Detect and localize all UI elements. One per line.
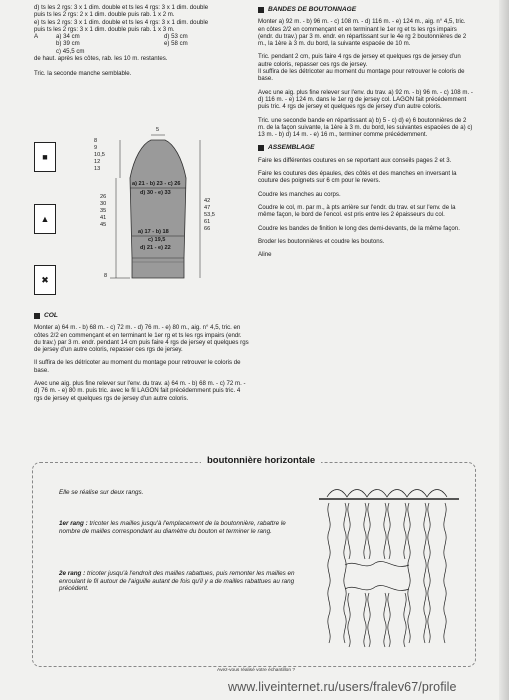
- total-height-label: 42: [204, 198, 211, 204]
- size-value: [164, 48, 234, 55]
- buttonhole-title: boutonnière horizontale: [201, 455, 321, 466]
- upper-width-label: a) 21 - b) 23 - c) 26: [132, 181, 181, 187]
- row2-label: 2e rang :: [59, 570, 86, 577]
- decrease-line: e) ts les 2 rgs: 3 x 1 dim. double et ts les 4 rgs: 3 x 1 dim. double: [34, 18, 209, 26]
- section-square-icon: [258, 145, 264, 151]
- sleeve-height-label: 26: [100, 194, 107, 200]
- size-value: b) 39 cm: [56, 40, 80, 48]
- row1-instruction: [59, 520, 295, 535]
- band-heading: [258, 6, 474, 13]
- buttonhole-intro: Elle se réalise sur deux rangs.: [59, 489, 144, 496]
- total-height-label: 61: [204, 219, 211, 225]
- sleeve-decrease-instructions: [34, 4, 250, 33]
- size-label: [34, 40, 56, 47]
- decrease-line: puis ts les 2 rgs: 2 x 1 dim. double puis rab. 1 x 2 m.: [34, 11, 175, 19]
- size-label: A: [34, 33, 39, 41]
- triangle-symbol-icon: ▲: [40, 214, 50, 224]
- signature: Aline: [258, 251, 272, 259]
- size-value: e) 58 cm: [164, 40, 188, 48]
- size-value: a) 34 cm: [56, 33, 80, 41]
- knitting-illustration: [319, 483, 459, 651]
- assembly-paragraph: Faire les coutures des épaules, des côtés et des manches en inversant la couture des poignets sur 6 cm pour le revers.: [258, 170, 457, 185]
- page-binding-shadow: [499, 0, 509, 700]
- assembly-paragraph: Coudre les bandes de finition le long des demi-devants, de la même façon.: [258, 224, 460, 232]
- size-table: [34, 33, 250, 55]
- col-paragraph: Monter a) 64 m. - b) 68 m. - c) 72 m. - d) 76 m. - e) 80 m., aig. n° 4,5, tric. en côtes 2/2 en commençant et en terminant le 1er rg et ts les rgs impairs (endr. du trav.) par 3 m. endr. pendant 14 cm puis faire 4 rgs de jersey et quelques rgs de jersey d'un autre coloris, repasser ces rgs de jersey.: [34, 324, 249, 354]
- col-section: [34, 310, 250, 408]
- cap-label: 10,5: [94, 152, 105, 158]
- decrease-line: puis ts les 2 rgs: 3 x 1 dim. double puis rab. 1 x 3 m.: [34, 25, 175, 33]
- square-symbol-icon: ■: [42, 152, 48, 162]
- cuff-label: 8: [104, 273, 108, 279]
- footer-note: Avez-vous réalisé votre échantillon ?: [216, 668, 296, 673]
- size-value: c) 45,5 cm: [56, 47, 85, 55]
- sleeve-height-label: 45: [100, 222, 107, 228]
- lower-width-label: d) 21 - e) 22: [140, 245, 171, 251]
- cap-label: 8: [94, 138, 98, 144]
- total-height-label: 53,5: [204, 212, 215, 218]
- buttonhole-box: [32, 455, 476, 667]
- watermark-url[interactable]: www.liveinternet.ru/users/fralev67/profile: [228, 680, 457, 694]
- size-value: d) 53 cm: [164, 33, 188, 41]
- assembly-title: ASSEMBLAGE: [268, 144, 315, 152]
- second-sleeve-note: Tric. la seconde manche semblable.: [34, 70, 132, 78]
- height-note: de haut. après les côtes, rab. les 10 m. restantes.: [34, 55, 168, 63]
- section-square-icon: [258, 7, 264, 13]
- lower-width-label: c) 19,5: [148, 237, 166, 243]
- upper-width-label: d) 30 - e) 33: [140, 190, 171, 196]
- row2-text: tricoter jusqu'à l'endroit des mailles rabattues, puis remonter les mailles en enroulant le fil autour de l'aiguille autant de fois qu'il y a de mailles rabattues au rang précédent.: [59, 570, 295, 593]
- top-width-label: 5: [156, 127, 160, 133]
- assembly-heading: [258, 144, 474, 151]
- sleeve-shape: [34, 126, 250, 296]
- cap-label: 9: [94, 145, 98, 151]
- band-paragraph: Tric. une seconde bande en répartissant a) b) 5 - c) d) e) 6 boutonnières de 2 m. de la façon suivante, la 1ère à 3 m. du bord, les suivantes espacées de a) c) 13 m. - b) d) 14 m. - e) 16 m., terminer comme précédemment.: [258, 116, 473, 139]
- left-column: [34, 4, 250, 84]
- col-title: COL: [44, 312, 58, 319]
- col-heading: [34, 312, 250, 319]
- size-label: [34, 48, 56, 55]
- assembly-paragraph: Broder les boutonnières et coudre les boutons.: [258, 237, 385, 245]
- right-column: [258, 4, 474, 264]
- band-paragraph: Avec une aig. plus fine relever sur l'env. du trav. a) 92 m. - b) 96 m. - c) 108 m. - d) 116 m. - e) 124 m. dans le 1er rg de jersey col. LAGON fait précédemment puis tric. 4 rgs de jersey et quelques rgs de jersey d'un autre coloris.: [258, 88, 473, 111]
- row1-label: 1er rang :: [59, 520, 88, 527]
- decrease-line: d) ts les 2 rgs: 3 x 1 dim. double et ts les 4 rgs: 3 x 1 dim. double: [34, 4, 209, 11]
- cap-label: 13: [94, 166, 101, 172]
- lower-width-label: a) 17 - b) 18: [138, 229, 169, 235]
- sleeve-height-label: 41: [100, 215, 107, 221]
- triangle-symbol-box: [34, 204, 56, 234]
- assembly-paragraph: Faire les différentes coutures en se reportant aux conseils pages 2 et 3.: [258, 156, 452, 164]
- cross-symbol-box: [34, 265, 56, 295]
- sleeve-diagram: [34, 126, 250, 296]
- band-paragraph: Monter a) 92 m. - b) 96 m. - c) 108 m. - d) 116 m. - e) 124 m., aig. n° 4,5, tric. en côtes 2/2 en commençant et en terminant le 1er rg et ts les rgs impairs (endr. du trav.) par 3 m. endr. en répartissant sur le 4e rg 2 boutonnières de 2 m., la 1ère à 3 m. du bord, la suivante espacée de 10 m.: [258, 18, 467, 48]
- sleeve-height-label: 30: [100, 201, 107, 207]
- assembly-paragraph: Coudre le col, m. par m., à pts arrière sur l'endr. du trav. et sur l'env. de la même façon, le bord de l'encol. est pris entre les 2 épaisseurs du col.: [258, 203, 456, 219]
- col-paragraph: Il suffira de les détricoter au moment du montage pour retrouver le coloris de base.: [34, 359, 241, 374]
- row2-instruction: [59, 570, 295, 593]
- band-paragraph: Tric. pendant 2 cm, puis faire 4 rgs de jersey et quelques rgs de jersey d'un autre coloris, repasser ces rgs de jersey.: [258, 53, 461, 68]
- band-title: BANDES DE BOUTONNAGE: [268, 6, 357, 13]
- col-paragraph: Avec une aig. plus fine relever sur l'env. du trav. a) 64 m. - b) 68 m. - c) 72 m. - d) 76 m. - e) 80 m. puis tric. avec le fil LAGON fait précédemment puis tric. 4 rgs de jersey et quelques rgs de jersey d'un autre coloris.: [34, 380, 246, 402]
- total-height-label: 66: [204, 226, 211, 232]
- cross-symbol-icon: ✖: [41, 274, 49, 285]
- square-symbol-box: [34, 142, 56, 172]
- section-square-icon: [34, 313, 40, 319]
- total-height-label: 47: [204, 205, 211, 211]
- band-paragraph: Il suffira de les détricoter au moment du montage pour retrouver le coloris de base.: [258, 68, 465, 83]
- cap-label: 12: [94, 159, 101, 165]
- row1-text: tricoter les mailles jusqu'à l'emplacement de la boutonnière, rabattre le nombre de mailles correspondant au diamètre du bouton et terminer le rang.: [59, 520, 286, 535]
- assembly-paragraph: Coudre les manches au corps.: [258, 190, 341, 198]
- sleeve-height-label: 35: [100, 208, 107, 214]
